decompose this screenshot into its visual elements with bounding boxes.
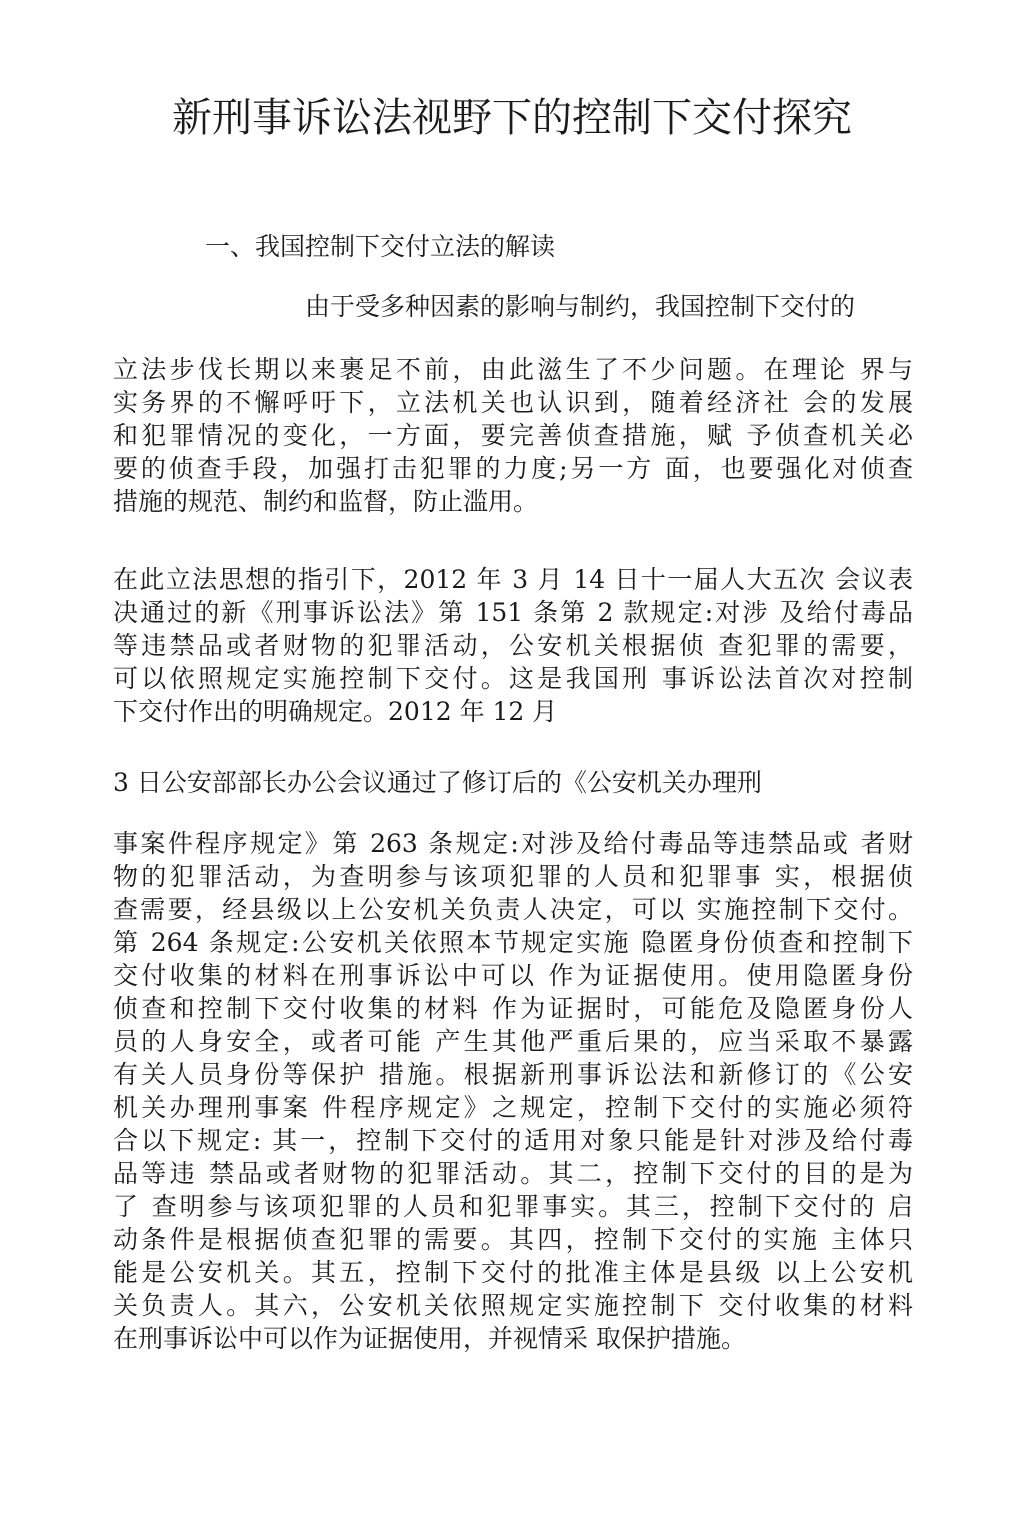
text-line: 3 日公安部部长办公会议通过了修订后的《公安机关办理刑 <box>113 768 762 797</box>
text-line: 事案件程序规定》第 263 条规定:对涉及给付毒品等违禁品或 者财 <box>113 829 913 858</box>
document-title: 新刑事诉讼法视野下的控制下交付探究 <box>172 95 852 141</box>
text-line: 可以依照规定实施控制下交付。这是我国刑 事诉讼法首次对控制 <box>113 664 913 693</box>
paragraph-3 <box>113 766 913 799</box>
text-line: 和犯罪情况的变化，一方面，要完善侦查措施，赋 予侦查机关必 <box>113 421 913 450</box>
text-line: 在刑事诉讼中可以作为证据使用，并视情采 取保护措施。 <box>113 1324 746 1353</box>
text-line: 员的人身安全，或者可能 产生其他严重后果的，应当采取不暴露 <box>113 1027 913 1056</box>
lead-line: 由于受多种因素的影响与制约，我国控制下交付的 <box>305 292 856 321</box>
text-line: 机关办理刑事案 件程序规定》之规定，控制下交付的实施必须符 <box>113 1093 913 1122</box>
paragraph-2 <box>113 563 913 728</box>
text-line: 有关人员身份等保护 措施。根据新刑事诉讼法和新修订的《公安 <box>113 1060 913 1089</box>
paragraph-1 <box>113 353 913 518</box>
text-line: 查需要，经县级以上公安机关负责人决定，可以 实施控制下交付。 <box>113 895 913 924</box>
text-line: 要的侦查手段，加强打击犯罪的力度;另一方 面，也要强化对侦查 <box>113 454 913 483</box>
text-line: 合以下规定: 其一，控制下交付的适用对象只能是针对涉及给付毒 <box>113 1126 913 1155</box>
text-line: 措施的规范、制约和监督，防止滥用。 <box>113 487 539 516</box>
text-line: 了 查明参与该项犯罪的人员和犯罪事实。其三，控制下交付的 启 <box>113 1192 913 1221</box>
text-line: 动条件是根据侦查犯罪的需要。其四，控制下交付的实施 主体只 <box>113 1225 913 1254</box>
text-line: 侦查和控制下交付收集的材料 作为证据时，可能危及隐匿身份人 <box>113 994 913 1023</box>
text-line: 等违禁品或者财物的犯罪活动，公安机关根据侦 查犯罪的需要， <box>113 631 913 660</box>
text-line: 品等违 禁品或者财物的犯罪活动。其二，控制下交付的目的是为 <box>113 1159 913 1188</box>
text-line: 能是公安机关。其五，控制下交付的批准主体是县级 以上公安机 <box>113 1258 913 1287</box>
text-line: 立法步伐长期以来裹足不前，由此滋生了不少问题。在理论 界与 <box>113 355 913 384</box>
text-line: 关负责人。其六，公安机关依照规定实施控制下 交付收集的材料 <box>113 1291 913 1320</box>
text-line: 实务界的不懈呼吁下，立法机关也认识到，随着经济社 会的发展 <box>113 388 913 417</box>
paragraph-4 <box>113 827 913 1355</box>
text-line: 交付收集的材料在刑事诉讼中可以 作为证据使用。使用隐匿身份 <box>113 961 913 990</box>
text-line: 决通过的新《刑事诉讼法》第 151 条第 2 款规定:对涉 及给付毒品 <box>113 598 913 627</box>
text-line: 物的犯罪活动，为查明参与该项犯罪的人员和犯罪事 实，根据侦 <box>113 862 913 891</box>
text-line: 第 264 条规定:公安机关依照本节规定实施 隐匿身份侦查和控制下 <box>113 928 913 957</box>
section-heading: 一、我国控制下交付立法的解读 <box>205 232 556 261</box>
text-line: 在此立法思想的指引下，2012 年 3 月 14 日十一届人大五次 会议表 <box>113 565 913 594</box>
text-line: 下交付作出的明确规定。2012 年 12 月 <box>113 697 558 726</box>
